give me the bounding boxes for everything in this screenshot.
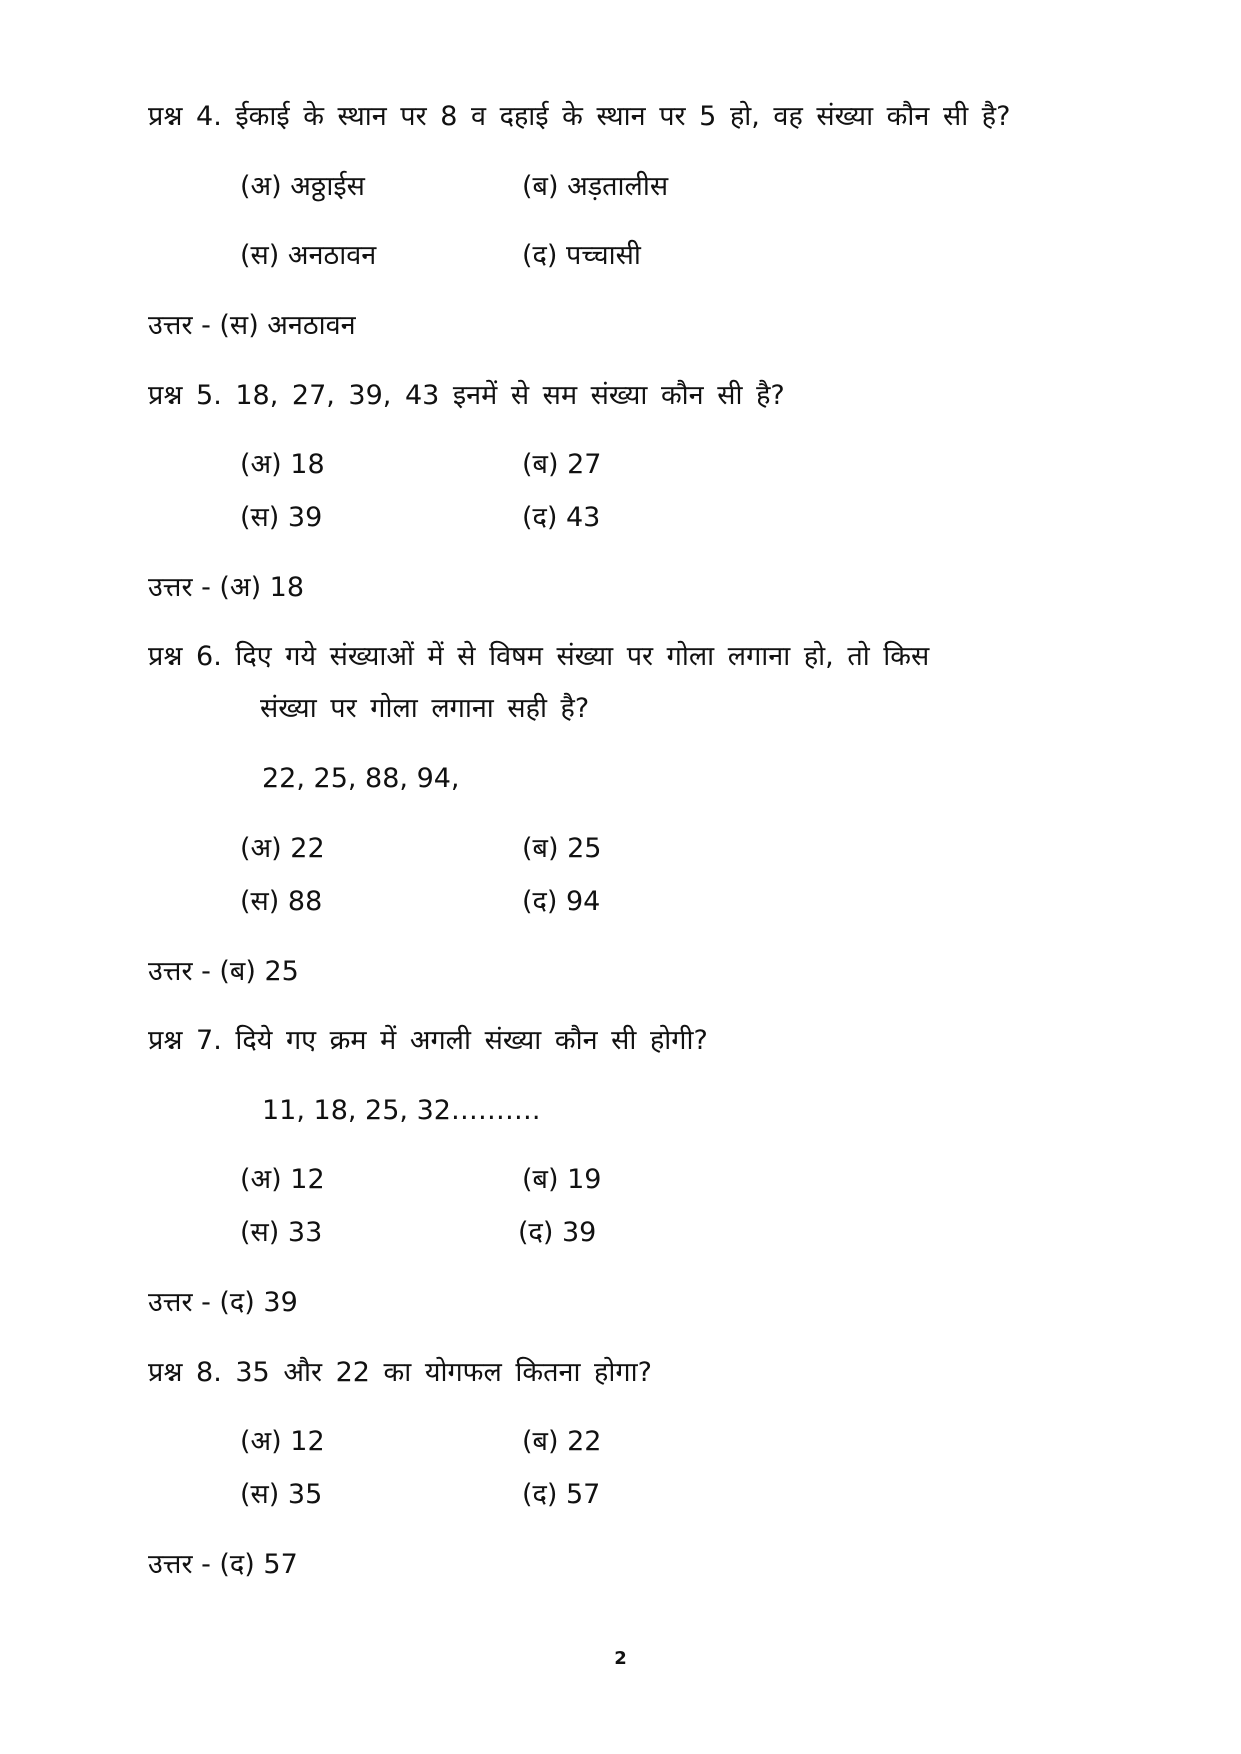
question-4-text: प्रश्न 4. ईकाई के स्थान पर 8 व दहाई के स्थान पर 5 हो, वह संख्या कौन सी है?	[148, 101, 1011, 132]
question-4-option-b: (ब) अड़तालीस	[522, 171, 669, 202]
question-4-option-d: (द) पच्चासी	[522, 240, 641, 271]
question-7-option-d: (द) 39	[518, 1217, 597, 1248]
question-4-option-c: (स) अनठावन	[240, 240, 377, 271]
question-6-option-c: (स) 88	[240, 886, 323, 917]
question-8-option-c: (स) 35	[240, 1479, 323, 1510]
question-4-answer: उत्तर - (स) अनठावन	[148, 310, 356, 341]
question-6-option-d: (द) 94	[522, 886, 601, 917]
question-8-text: प्रश्न 8. 35 और 22 का योगफल कितना होगा?	[148, 1357, 652, 1388]
question-6-answer: उत्तर - (ब) 25	[148, 956, 299, 987]
question-6-number-list: 22, 25, 88, 94,	[262, 763, 460, 794]
question-8-option-b: (ब) 22	[522, 1426, 602, 1457]
question-7-sequence: 11, 18, 25, 32……….	[262, 1095, 541, 1126]
question-6-option-a: (अ) 22	[240, 833, 325, 864]
question-6-option-b: (ब) 25	[522, 833, 602, 864]
question-5-option-b: (ब) 27	[522, 449, 602, 480]
question-8-option-a: (अ) 12	[240, 1426, 325, 1457]
question-7-option-b: (ब) 19	[522, 1164, 602, 1195]
question-7-option-a: (अ) 12	[240, 1164, 325, 1195]
question-8-option-d: (द) 57	[522, 1479, 601, 1510]
question-8-answer: उत्तर - (द) 57	[148, 1549, 298, 1580]
question-6-text-continued: संख्या पर गोला लगाना सही है?	[260, 693, 590, 724]
page-number: 2	[614, 1648, 627, 1669]
question-4-option-a: (अ) अठ्ठाईस	[240, 171, 365, 202]
question-5-option-a: (अ) 18	[240, 449, 325, 480]
question-5-text: प्रश्न 5. 18, 27, 39, 43 इनमें से सम संख्या कौन सी है?	[148, 380, 785, 411]
question-6-text: प्रश्न 6. दिए गये संख्याओं में से विषम संख्या पर गोला लगाना हो, तो किस	[148, 641, 930, 672]
question-7-option-c: (स) 33	[240, 1217, 323, 1248]
question-5-option-c: (स) 39	[240, 502, 323, 533]
question-7-text: प्रश्न 7. दिये गए क्रम में अगली संख्या कौन सी होगी?	[148, 1025, 708, 1056]
question-5-answer: उत्तर - (अ) 18	[148, 572, 305, 603]
question-7-answer: उत्तर - (द) 39	[148, 1287, 298, 1318]
question-5-option-d: (द) 43	[522, 502, 601, 533]
